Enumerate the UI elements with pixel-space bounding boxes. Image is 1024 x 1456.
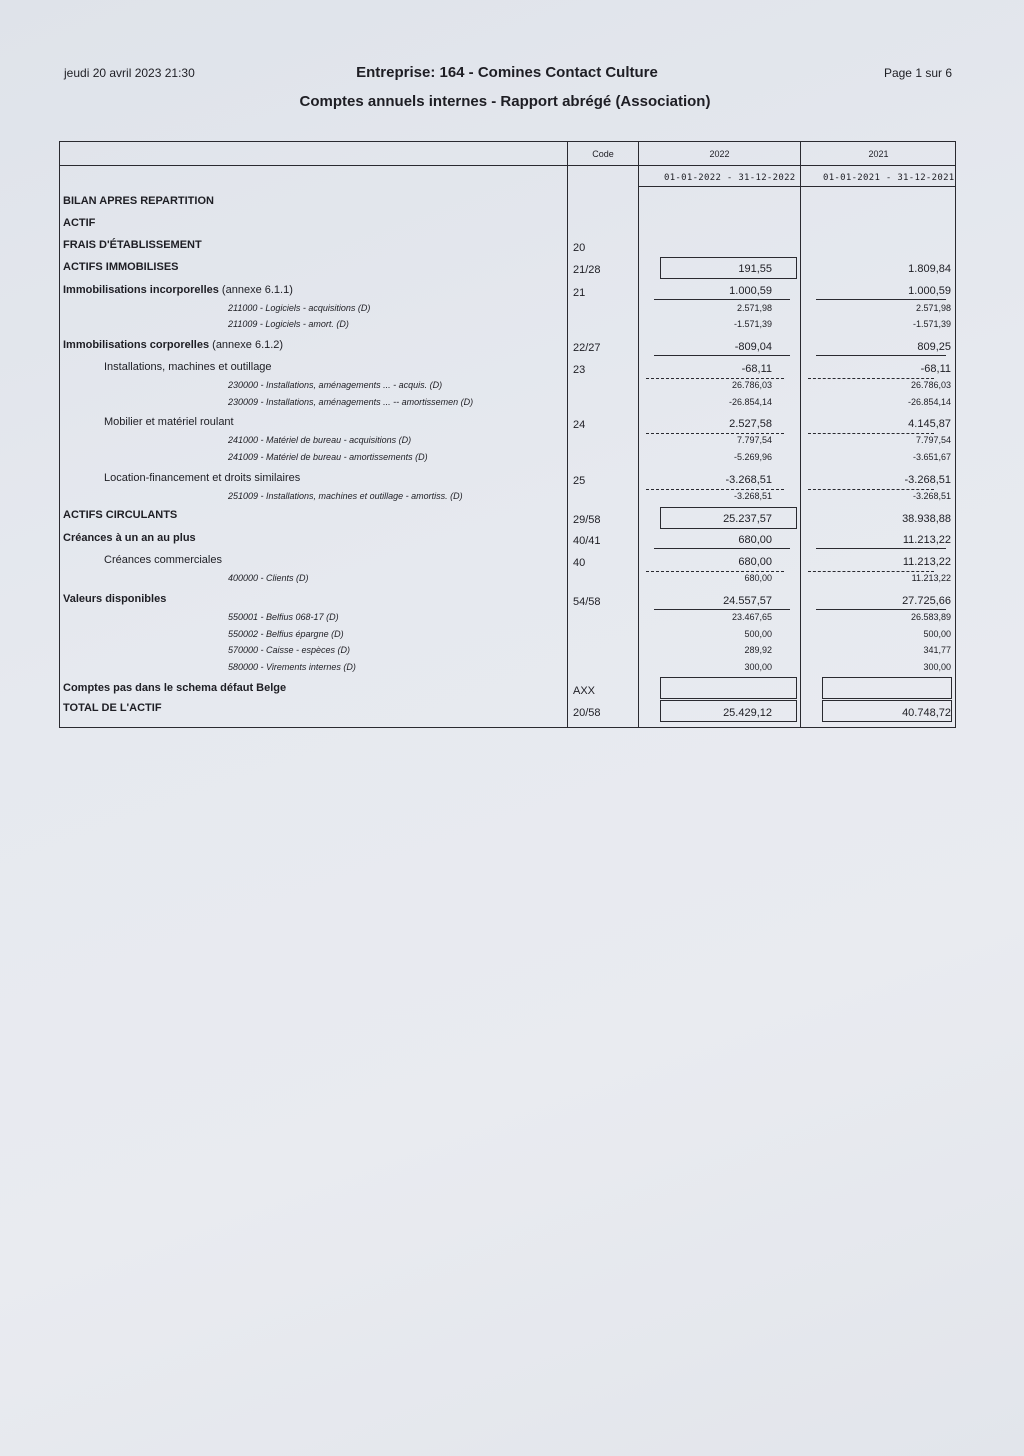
row-immo-incorporelles [0,284,1024,300]
value-2022: -68,11 [741,363,772,375]
row-label: 230009 - Installations, aménagements ... -- amortissemen (D) [228,397,474,407]
row-label: Créances commerciales [104,554,222,566]
value-2022: 289,92 [744,645,772,655]
box-total-2022 [660,700,797,722]
dashed-underline [646,433,784,434]
row-label-main: Immobilisations incorporelles [63,284,219,296]
box-actifs-immobilises-2022 [660,257,797,279]
row-location-financement [0,472,1024,488]
row-label-annex: (annexe 6.1.1) [218,284,293,296]
row-label: 230000 - Installations, aménagements ... - acquis. (D) [228,380,443,390]
row-code: 21/28 [573,264,601,276]
row-code: 25 [573,475,586,487]
value-2022: 680,00 [744,573,772,583]
dashed-underline [646,378,784,379]
value-2021: -3.268,51 [912,491,951,501]
row-valeurs-disponibles [0,593,1024,609]
row-actif [0,217,1024,233]
row-label: 580000 - Virements internes (D) [228,662,356,672]
value-2021: 11.213,22 [911,573,951,583]
row-actifs-circulants [0,509,1024,525]
row-account [0,317,1024,333]
value-2021: -3.268,51 [904,474,951,486]
underline [654,299,790,300]
value-2022: -809,04 [734,341,772,353]
row-label: TOTAL DE L'ACTIF [63,702,162,714]
period-2022: 01-01-2022 - 31-12-2022 [664,173,796,183]
underline [816,609,946,610]
value-2021: -3.651,67 [912,452,951,462]
dashed-underline [808,571,934,572]
value-2021: 11.213,22 [902,556,951,568]
value-2021: 1.809,84 [908,263,951,275]
value-2022: -5.269,96 [733,452,772,462]
row-label [63,284,293,296]
box-hors-schema-2022 [660,677,797,699]
value-2021: 40.748,72 [902,707,951,719]
value-2021: 1.000,59 [908,285,951,297]
value-2021: 341,77 [923,645,951,655]
value-2021: -26.854,14 [907,397,951,407]
row-code: 22/27 [573,342,601,354]
row-account [0,489,1024,505]
value-2022: -1.571,39 [733,319,772,329]
value-2022: 7.797,54 [736,435,772,445]
underline [816,299,946,300]
value-2022: 680,00 [738,534,772,546]
col-header-2022: 2022 [709,149,730,159]
row-creances [0,532,1024,548]
value-2021: 809,25 [917,341,951,353]
row-account [0,627,1024,643]
row-label: ACTIFS CIRCULANTS [63,509,178,521]
row-account [0,395,1024,411]
underline [654,609,790,610]
row-label: Location-financement et droits similaires [104,472,301,484]
dashed-underline [808,433,934,434]
value-2022: 2.527,58 [729,418,772,430]
row-label: Créances à un an au plus [63,532,196,544]
row-account [0,378,1024,394]
dashed-underline [808,489,934,490]
col-header-2021: 2021 [868,149,889,159]
row-account [0,643,1024,659]
underline [654,548,790,549]
underline [816,548,946,549]
row-label: 241000 - Matériel de bureau - acquisitions (D) [228,435,412,445]
value-2021: 26.583,89 [910,612,951,622]
value-2022: 24.557,57 [723,595,772,607]
value-2022: 300,00 [744,662,772,672]
row-label: 400000 - Clients (D) [228,573,309,583]
value-2022: 680,00 [738,556,772,568]
row-code: AXX [573,685,596,697]
value-2022: -3.268,51 [725,474,772,486]
value-2022: 500,00 [744,629,772,639]
row-label-main: Immobilisations corporelles [63,339,210,351]
row-creances-commerciales [0,554,1024,570]
dashed-underline [808,378,934,379]
row-frais-etablissement [0,239,1024,255]
row-label: BILAN APRES REPARTITION [63,195,214,207]
value-2021: 4.145,87 [908,418,951,430]
dashed-underline [646,489,784,490]
row-label-annex: (annexe 6.1.2) [209,339,284,351]
row-label: Valeurs disponibles [63,593,167,605]
row-code: 23 [573,364,586,376]
row-label: 570000 - Caisse - espèces (D) [228,645,351,655]
row-account [0,571,1024,587]
row-label: Installations, machines et outillage [104,361,272,373]
row-label: 550002 - Belfius épargne (D) [228,629,344,639]
row-code: 40 [573,557,586,569]
value-2022: -3.268,51 [733,491,772,501]
box-hors-schema-2021 [822,677,952,699]
row-label: Comptes pas dans le schema défaut Belge [63,682,287,694]
row-actifs-immobilises [0,261,1024,277]
value-2021: 500,00 [923,629,951,639]
underline [654,355,790,356]
row-code: 24 [573,419,586,431]
col-header-code: Code [592,149,614,159]
value-2021: 38.938,88 [902,513,951,525]
page-number: Page 1 sur 6 [883,66,952,80]
row-label: 251009 - Installations, machines et outillage - amortiss. (D) [228,491,463,501]
value-2021: 7.797,54 [915,435,951,445]
report-date: jeudi 20 avril 2023 21:30 [64,66,195,80]
row-code: 21 [573,287,586,299]
value-2021: 26.786,03 [910,380,951,390]
value-2021: 300,00 [923,662,951,672]
value-2021: -68,11 [920,363,951,375]
row-label [63,339,283,351]
box-total-2021 [822,700,952,722]
row-code: 20 [573,242,586,254]
value-2022: 26.786,03 [731,380,772,390]
box-actifs-circulants-2022 [660,507,797,529]
row-label: ACTIF [63,217,96,229]
value-2021: 27.725,66 [902,595,951,607]
underline [816,355,946,356]
row-label: 211000 - Logiciels - acquisitions (D) [228,303,371,313]
row-installations [0,361,1024,377]
value-2022: 191,55 [738,263,772,275]
row-label: Mobilier et matériel roulant [104,416,234,428]
row-account [0,450,1024,466]
row-code: 54/58 [573,596,601,608]
row-label: 211009 - Logiciels - amort. (D) [228,319,349,329]
value-2021: 11.213,22 [902,534,951,546]
value-2022: -26.854,14 [728,397,772,407]
row-account [0,610,1024,626]
value-2021: -1.571,39 [912,319,951,329]
row-account [0,660,1024,676]
header-rule [59,165,956,166]
row-label: 550001 - Belfius 068-17 (D) [228,612,339,622]
row-account [0,301,1024,317]
row-code: 40/41 [573,535,601,547]
row-code: 20/58 [573,707,601,719]
value-2022: 25.237,57 [723,513,772,525]
row-label: ACTIFS IMMOBILISES [63,261,179,273]
row-label: FRAIS D'ÉTABLISSEMENT [63,239,202,251]
dashed-underline [646,571,784,572]
row-bilan [0,195,1024,211]
value-2022: 25.429,12 [723,707,772,719]
report-subtitle: Comptes annuels internes - Rapport abrégé (Association) [299,93,711,110]
company-title: Entreprise: 164 - Comines Contact Culture [356,64,658,81]
value-2021: 2.571,98 [915,303,951,313]
value-2022: 23.467,65 [731,612,772,622]
value-2022: 1.000,59 [729,285,772,297]
value-2022: 2.571,98 [736,303,772,313]
row-mobilier [0,416,1024,432]
row-account [0,433,1024,449]
row-code: 29/58 [573,514,601,526]
row-label: 241009 - Matériel de bureau - amortissements (D) [228,452,428,462]
row-immo-corporelles [0,339,1024,355]
period-2021: 01-01-2021 - 31-12-2021 [823,173,955,183]
